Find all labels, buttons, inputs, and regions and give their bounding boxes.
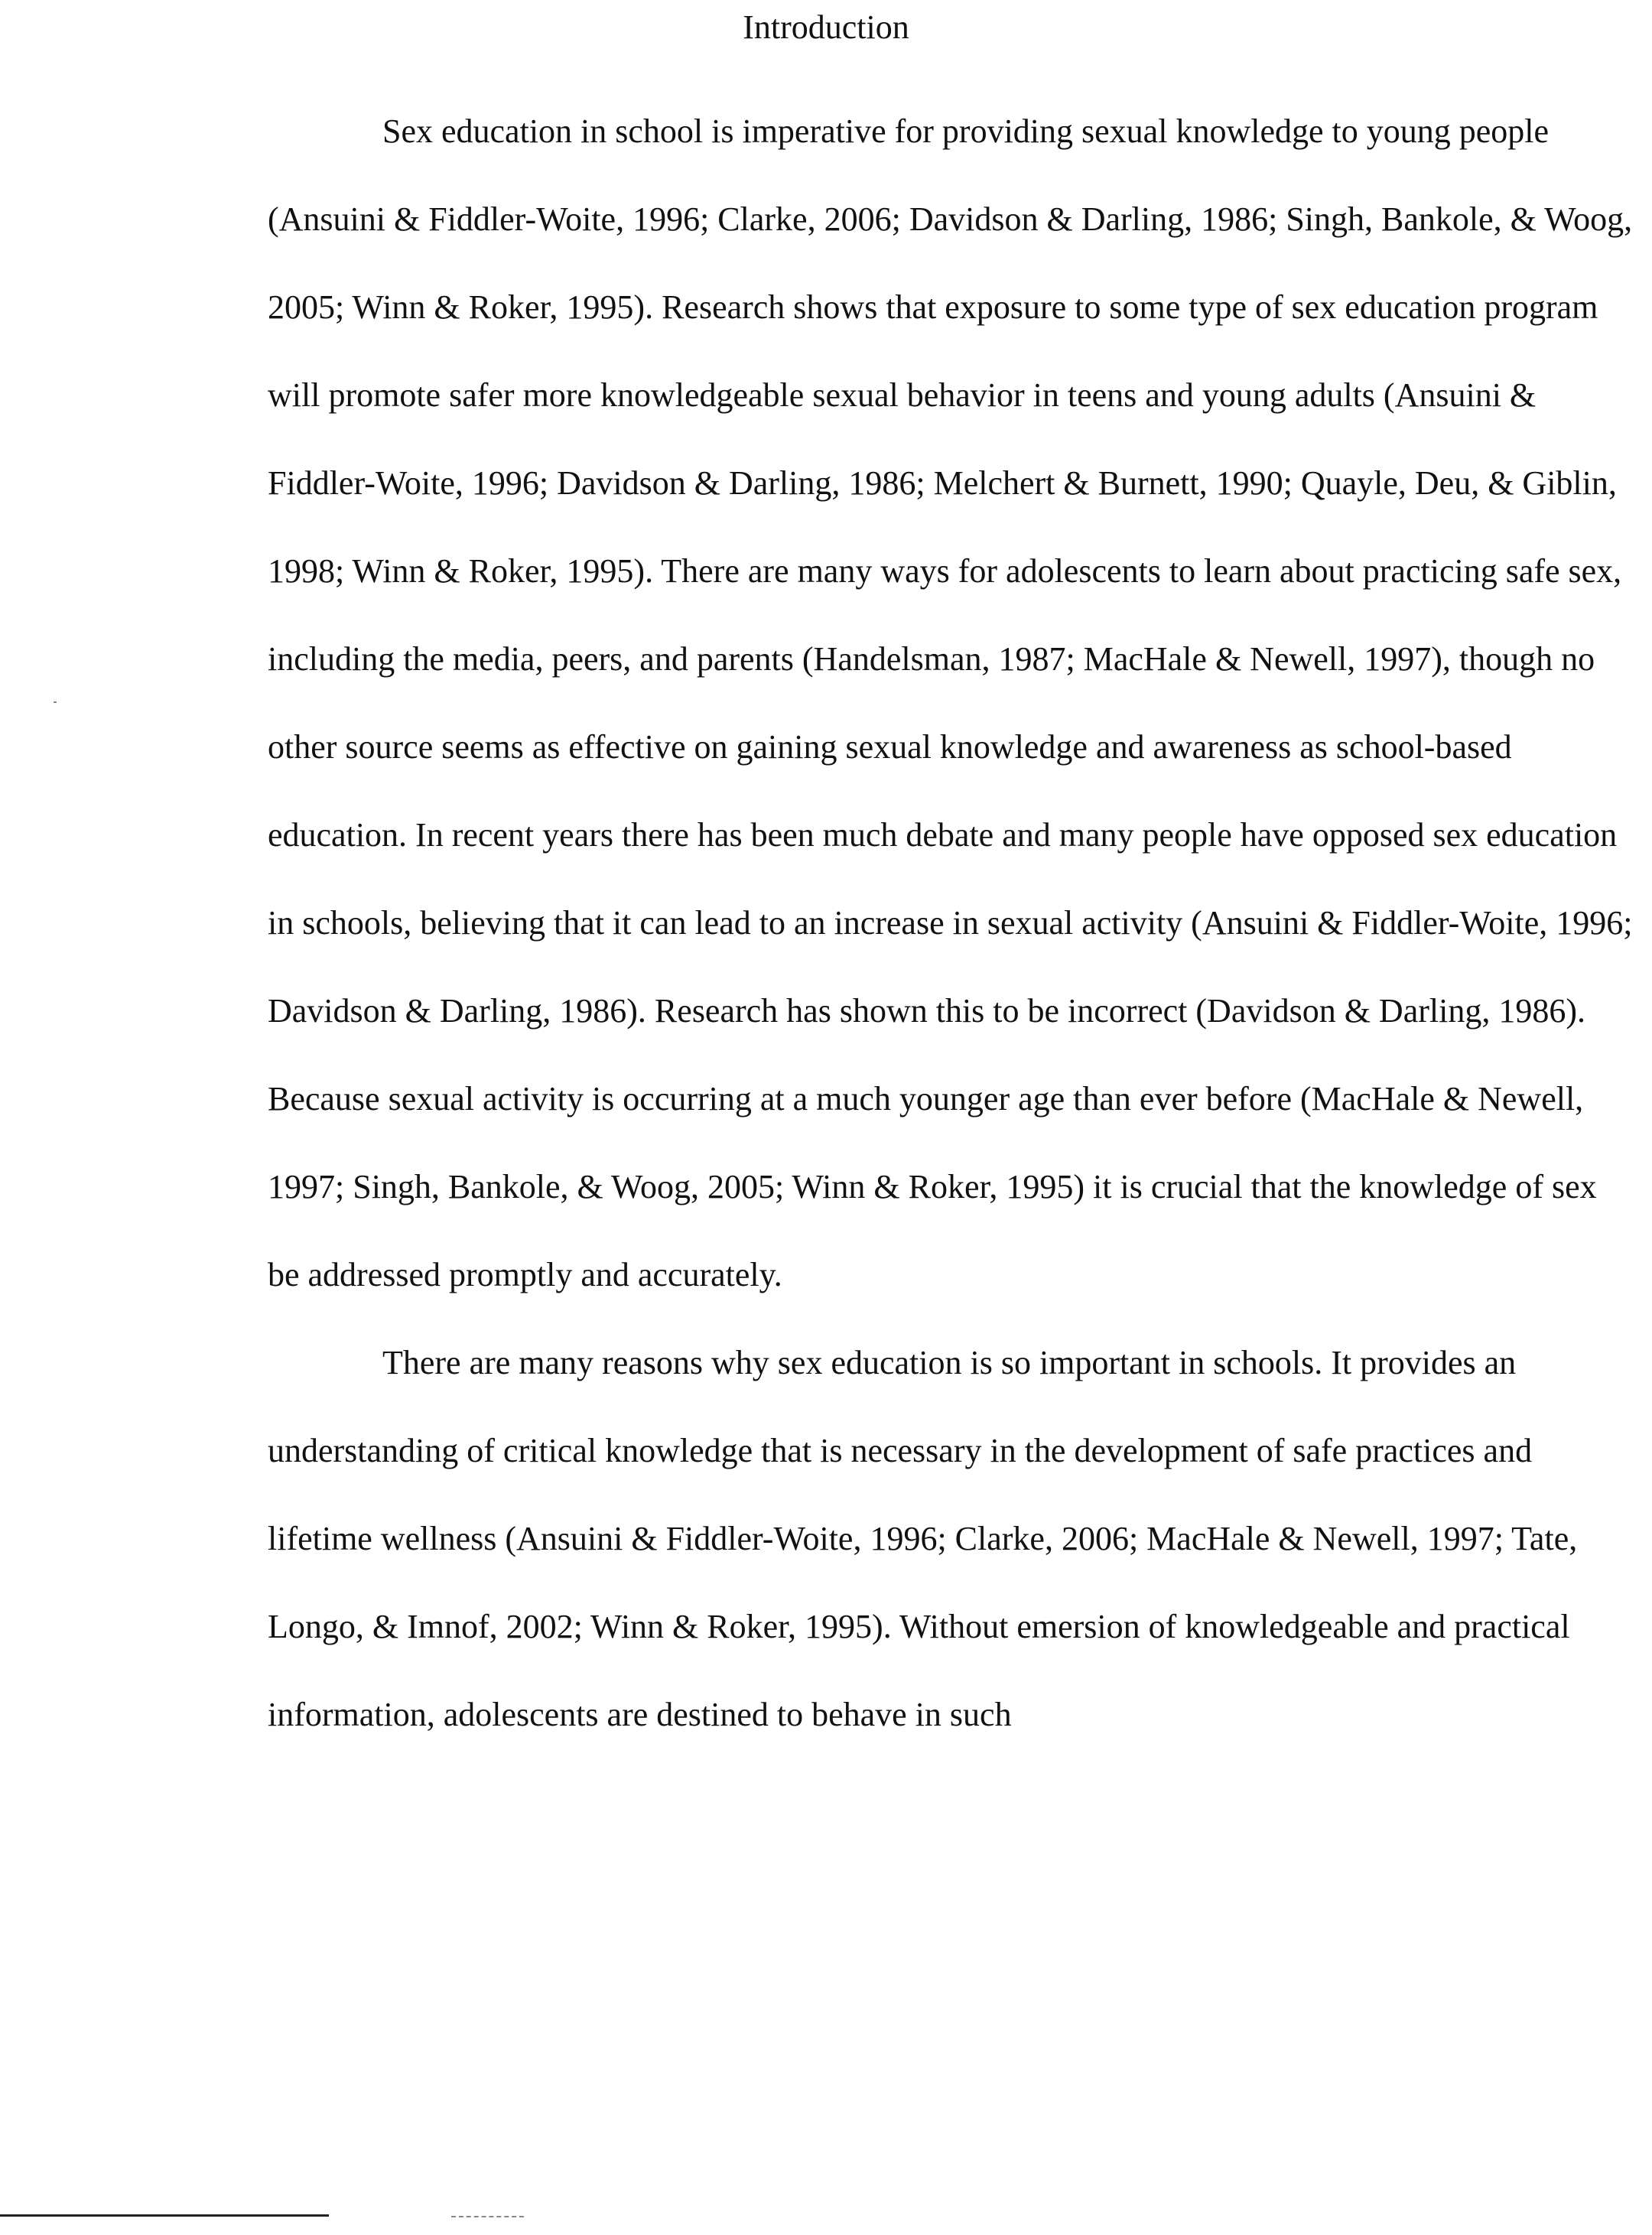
footnote-rule	[0, 2214, 329, 2217]
scan-artifact-line	[451, 2216, 524, 2217]
paragraph-2: There are many reasons why sex education is so important in schools. It provides an understanding of critical knowledge that is necessary in the development of safe practices and lifetime wellness (Ansuini & Fiddler-Woite, 1996; Clarke, 2006; MacHale & Newell, 1997; Tate, Longo, & Imnof, 2002; Winn & Roker, 1995). Without emersion of knowledgeable and practical information, adolescents are destined to behave in such	[268, 1344, 1578, 1733]
paragraph-1: Sex education in school is imperative for providing sexual knowledge to young people (Ansuini & Fiddler-Woite, 1996; Clarke, 2006; Davidson & Darling, 1986; Singh, Bankole, & Woog, 2005; Winn & Roker, 1995). Research shows that exposure to some type of sex education program will promote safer more knowledgeable sexual behavior in teens and young adults (Ansuini & Fiddler-Woite, 1996; Davidson & Darling, 1986; Melchert & Burnett, 1990; Quayle, Deu, & Giblin, 1998; Winn & Roker, 1995). There are many ways for adolescents to learn about practicing safe sex, including the media, peers, and parents (Handelsman, 1987; MacHale & Newell, 1997), though no other source seems as effective on gaining sexual knowledge and awareness as school-based education. In recent years there has been much debate and many people have opposed sex education in schools, believing that it can lead to an increase in sexual activity (Ansuini & Fiddler-Woite, 1996; Davidson & Darling, 1986). Research has shown this to be incorrect (Davidson & Darling, 1986). Because sexual activity is occurring at a much younger age than ever before (MacHale & Newell, 1997; Singh, Bankole, & Woog, 2005; Winn & Roker, 1995) it is crucial that the knowledge of sex be addressed promptly and accurately.	[268, 112, 1633, 1293]
section-heading: Introduction	[743, 8, 909, 46]
body-text	[268, 87, 1637, 1758]
scan-mark	[54, 701, 57, 703]
